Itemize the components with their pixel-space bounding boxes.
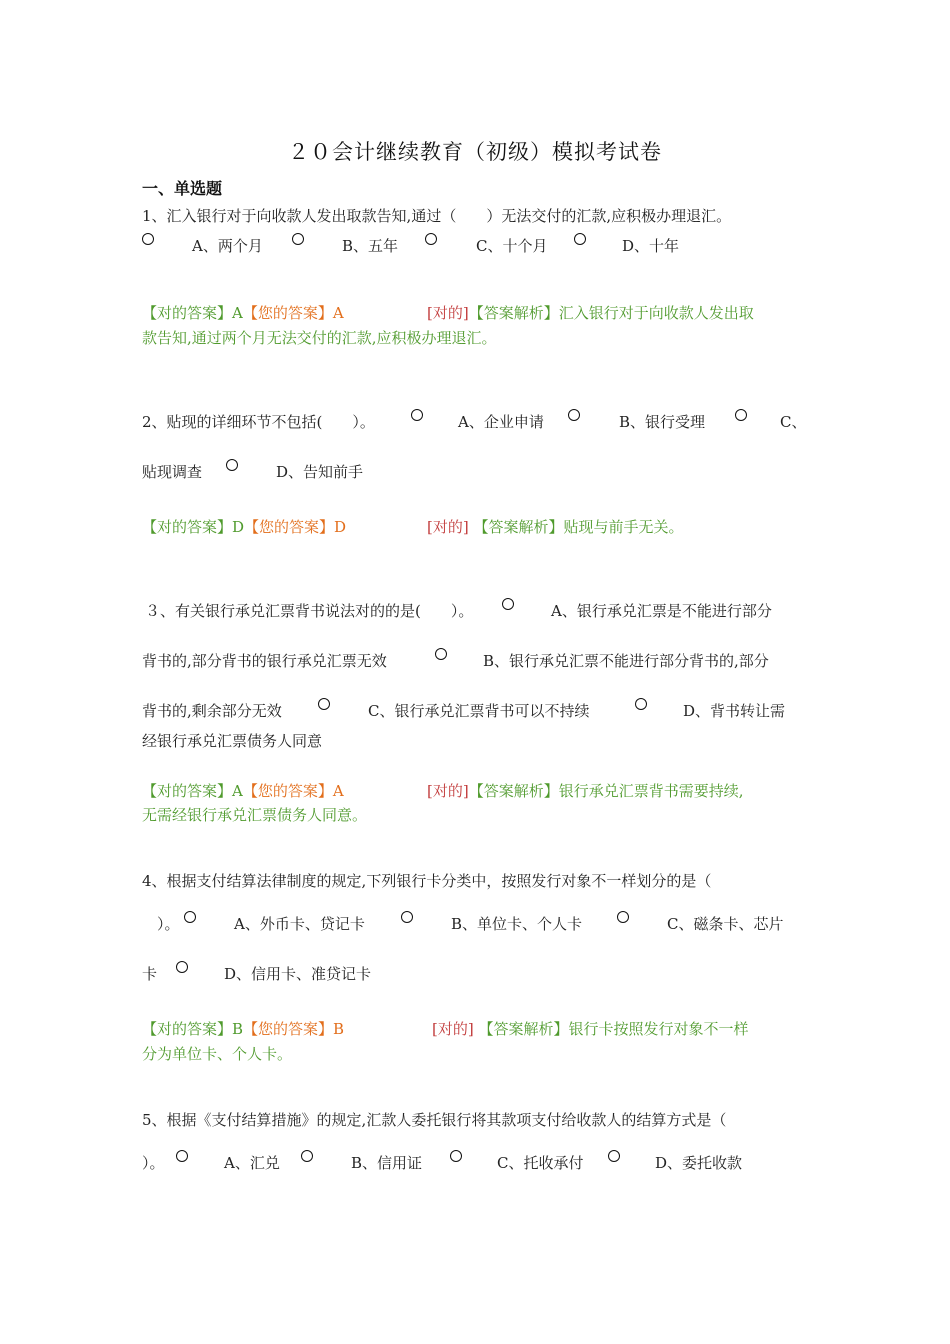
radio-option-b[interactable] <box>401 911 413 923</box>
radio-option-b[interactable] <box>568 409 580 421</box>
correct-answer: 【对的答案】A <box>142 782 243 800</box>
radio-option-a[interactable] <box>184 911 196 923</box>
answer-analysis: 【答案解析】贴现与前手无关。 <box>473 518 684 536</box>
your-answer: 【您的答案】A <box>242 304 344 322</box>
option-label-c: C、银行承兑汇票背书可以不持续 <box>368 702 590 720</box>
option-label-c: C、十个月 <box>476 237 548 255</box>
option-label-a: A、两个月 <box>192 237 263 255</box>
option-label-c: C、 <box>780 413 807 431</box>
question-stem: ３、有关银行承兑汇票背书说法对的的是( ）。 <box>145 602 474 620</box>
answer-analysis-cont: 无需经银行承兑汇票债务人同意。 <box>142 806 368 824</box>
result-status: [对的] <box>427 782 469 800</box>
page-title: ２０会计继续教育（初级）模拟考试卷 <box>288 140 662 164</box>
question-stem-cont: ）。 <box>142 915 180 933</box>
option-label-b: B、单位卡、个人卡 <box>451 915 583 933</box>
question-stem: 2、贴现的详细环节不包括( ）。 <box>142 413 375 431</box>
option-label-d: D、信用卡、准贷记卡 <box>224 965 372 983</box>
option-label-a-cont: 背书的,部分背书的银行承兑汇票无效 <box>142 652 387 670</box>
option-label-a: A、汇兑 <box>224 1154 280 1172</box>
answer-analysis-cont: 款告知,通过两个月无法交付的汇款,应积极办理退汇。 <box>142 329 497 347</box>
option-label-a: A、企业申请 <box>458 413 544 431</box>
option-label-d: D、委托收款 <box>655 1154 743 1172</box>
radio-option-c[interactable] <box>450 1150 462 1162</box>
radio-option-d[interactable] <box>176 961 188 973</box>
option-label-b: B、信用证 <box>351 1154 423 1172</box>
option-label-c-cont: 贴现调查 <box>142 463 203 481</box>
correct-answer: 【对的答案】A <box>142 304 243 322</box>
option-label-b: B、五年 <box>342 237 399 255</box>
radio-option-d[interactable] <box>635 698 647 710</box>
radio-option-c[interactable] <box>617 911 629 923</box>
radio-option-c[interactable] <box>318 698 330 710</box>
radio-option-d[interactable] <box>608 1150 620 1162</box>
option-label-b-cont: 背书的,剩余部分无效 <box>142 702 282 720</box>
answer-analysis: 【答案解析】汇入银行对于向收款人发出取 <box>468 304 754 322</box>
question-stem: 5、根据《支付结算措施》的规定,汇款人委托银行将其款项支付给收款人的结算方式是（ <box>142 1111 727 1129</box>
option-label-b: B、银行受理 <box>619 413 706 431</box>
option-label-c: C、磁条卡、芯片 <box>667 915 784 933</box>
option-label-d-cont: 经银行承兑汇票债务人同意 <box>142 732 323 750</box>
option-label-d: D、背书转让需 <box>683 702 786 720</box>
your-answer: 【您的答案】D <box>244 518 347 536</box>
option-label-d: D、十年 <box>622 237 680 255</box>
your-answer: 【您的答案】A <box>242 782 344 800</box>
result-status: [对的] <box>432 1020 474 1038</box>
answer-analysis: 【答案解析】银行承兑汇票背书需要持续, <box>468 782 744 800</box>
radio-option-b[interactable] <box>292 233 304 245</box>
correct-answer: 【对的答案】B <box>142 1020 244 1038</box>
radio-option-a[interactable] <box>411 409 423 421</box>
option-label-b: B、银行承兑汇票不能进行部分背书的,部分 <box>483 652 769 670</box>
your-answer: 【您的答案】B <box>243 1020 345 1038</box>
section-heading: 一、单选题 <box>142 179 223 198</box>
radio-option-b[interactable] <box>301 1150 313 1162</box>
radio-option-a[interactable] <box>142 233 154 245</box>
option-label-a: A、银行承兑汇票是不能进行部分 <box>551 602 772 620</box>
option-label-c: C、托收承付 <box>497 1154 584 1172</box>
radio-option-a[interactable] <box>502 598 514 610</box>
option-label-c-cont: 卡 <box>142 965 158 983</box>
question-stem: 1、汇入银行对于向收款人发出取款告知,通过（ ）无法交付的汇款,应积极办理退汇。 <box>142 207 732 225</box>
radio-option-c[interactable] <box>425 233 437 245</box>
radio-option-d[interactable] <box>574 233 586 245</box>
option-label-d: D、告知前手 <box>276 463 364 481</box>
answer-analysis: 【答案解析】银行卡按照发行对象不一样 <box>478 1020 749 1038</box>
result-status: [对的] <box>427 304 469 322</box>
radio-option-b[interactable] <box>435 648 447 660</box>
answer-analysis-cont: 分为单位卡、个人卡。 <box>142 1045 293 1063</box>
correct-answer: 【对的答案】D <box>142 518 245 536</box>
question-stem-cont: ）。 <box>142 1154 165 1172</box>
radio-option-a[interactable] <box>176 1150 188 1162</box>
radio-option-c[interactable] <box>735 409 747 421</box>
result-status: [对的] <box>427 518 469 536</box>
radio-option-d[interactable] <box>226 459 238 471</box>
question-stem: 4、根据支付结算法律制度的规定,下列银行卡分类中，按照发行对象不一样划分的是（ <box>142 872 712 890</box>
option-label-a: A、外币卡、贷记卡 <box>234 915 365 933</box>
